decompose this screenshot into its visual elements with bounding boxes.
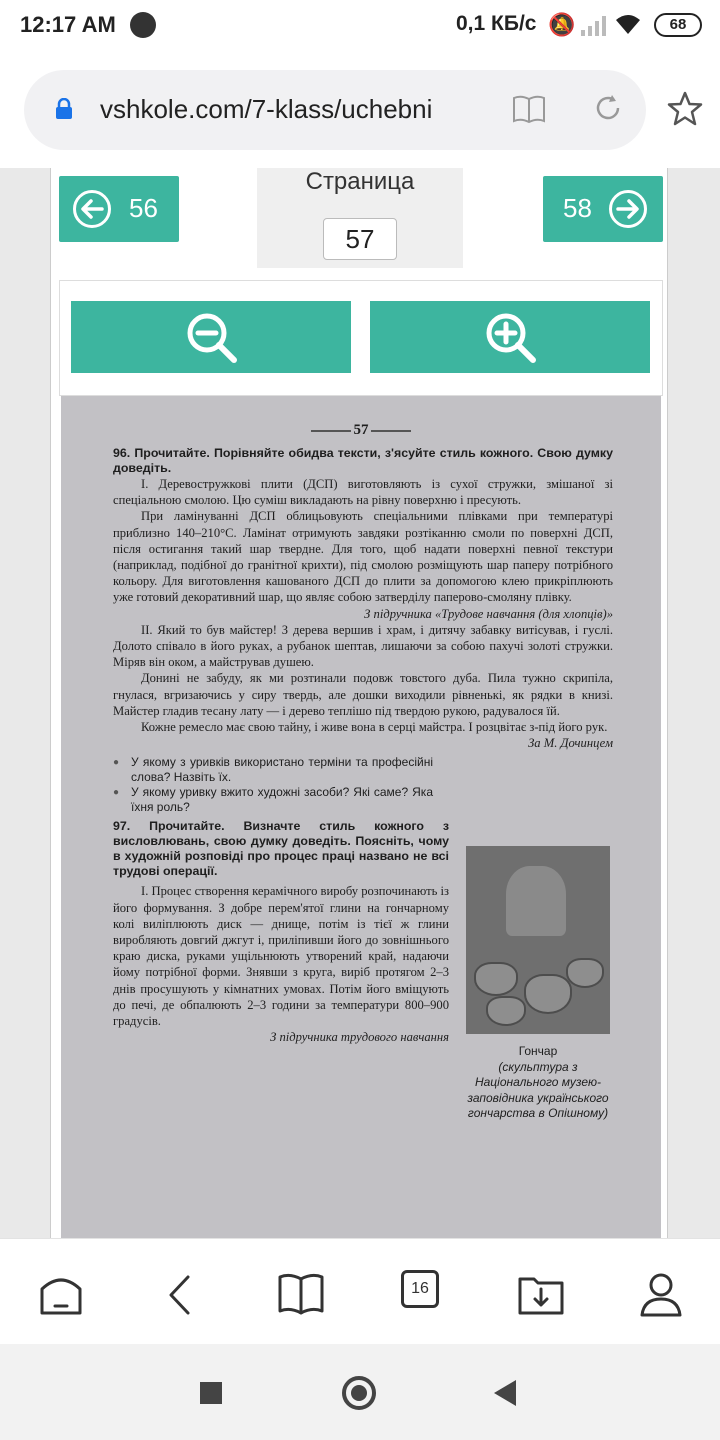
question-item: ● У якому уривку вжито художні засоби? Які саме? Яка їхня роль? — [113, 785, 433, 815]
system-navigation-bar — [0, 1344, 720, 1440]
status-bar — [0, 0, 720, 52]
text2-paragraph: Донині не забуду, як ми розтинали подовж товстого дуба. Пила тужно скрипіла, гнулася, вгризаючись у сиру твердь, але дошки виходили рівненькі, як рядки в книзі. Майстер гладив тесану лату — і дерево теплішо під твердою рукою, радувалося їй. — [113, 671, 613, 718]
lock-icon — [54, 98, 74, 120]
web-content — [0, 168, 720, 1238]
page-container — [50, 168, 668, 1238]
muted-bell-icon: 🔕 — [548, 12, 576, 37]
page-label: Страница — [305, 168, 415, 195]
tab-switcher-button[interactable]: 16 — [401, 1270, 439, 1308]
ornament-right — [371, 430, 411, 432]
text3-source: З підручника трудового навчання — [270, 1030, 449, 1045]
zoom-in-button[interactable] — [370, 301, 650, 373]
text2-paragraph: Кожне ремесло має свою тайну, і живе вона в серці майстра. І розцвітає з-під його рук. — [141, 720, 608, 735]
page-selector — [257, 168, 463, 268]
system-back-icon[interactable] — [494, 1380, 516, 1406]
text1-paragraph: І. Деревостружкові плити (ДСП) виготовляють із сухої стружки, змішаної зі спеціальною смолою. Цю суміш викладають на рівну поверхню і пресують. — [113, 477, 613, 508]
arrow-right-icon — [609, 190, 647, 228]
next-page-number: 58 — [563, 193, 592, 223]
question-item: ● У якому з уривків використано терміни та професійні слова? Назвіть їх. — [113, 755, 433, 785]
address-bar[interactable] — [24, 70, 646, 150]
wifi-icon — [614, 10, 642, 36]
reload-icon[interactable] — [592, 92, 624, 124]
photo-caption — [466, 1044, 610, 1122]
text1-source: З підручника «Трудове навчання (для хлопців)» — [364, 606, 613, 621]
potter-sculpture-photo — [466, 846, 610, 1034]
prev-page-button[interactable] — [59, 176, 179, 242]
next-page-button[interactable] — [543, 176, 663, 242]
scan-page-number: 57 — [353, 422, 369, 438]
recent-apps-icon[interactable] — [200, 1382, 222, 1404]
battery-indicator: 68 — [654, 13, 702, 37]
caption-title: Гончар — [518, 1044, 558, 1058]
do-not-disturb-icon — [130, 12, 156, 38]
textbook-page-scan — [61, 396, 661, 1238]
page-number-input[interactable]: 57 — [323, 218, 397, 260]
browser-toolbar — [0, 1238, 720, 1344]
arrow-left-icon — [73, 190, 111, 228]
home-icon[interactable] — [36, 1269, 86, 1319]
signal-icon — [580, 14, 606, 36]
profile-icon[interactable] — [636, 1269, 686, 1319]
text2-paragraph: ІІ. Який то був майстер! З дерева вершив і храм, і дитячу забавку витісував, і гуслі. Долото співало в його руках, а рубанок шептав, лишаючи за собою пахучі золоті стружки. Міряв він оком, а майстрував душею. — [113, 622, 613, 670]
bookmark-star-icon[interactable] — [666, 90, 704, 128]
back-arrow-icon[interactable] — [156, 1269, 206, 1319]
status-time: 12:17 AM — [20, 12, 116, 37]
system-home-icon[interactable] — [342, 1376, 376, 1410]
task-97-title: 97. Прочитайте. Визначте стиль кожного з висловлювань, свою думку доведіть. Поясніть, чому в художній розповіді про процес праці названо не всі трудові операції. — [113, 819, 449, 879]
prev-page-number: 56 — [129, 193, 158, 223]
browser-header — [0, 52, 720, 168]
text1-paragraph: При ламінуванні ДСП облицьовують спеціальними плівками при температурі приблизно 140–210°С. Ламінат отримують завдяки розтіканню смоли по поверхні ДСП, після остигання такий шар твердне. Для того, щоб надати поверхні певної текстури (наприклад, подібної до гранітної крихти), під смолою розміщують шар паперу потрібного кольору. Для виготовлення кашованого ДСП до плити за допомогою клею прикріплюють уже готовий декоративний шар, що являє собою затверділу паперово-смоляну плівку. — [113, 509, 613, 605]
text2-source: За М. Дочинцем — [528, 736, 613, 751]
network-speed: 0,1 КБ/с — [456, 12, 537, 35]
url-text[interactable]: vshkole.com/7-klass/uchebni — [100, 94, 433, 124]
caption-text: (скульптура з Національного музею-заповідника українського гончарства в Опішному) — [467, 1059, 609, 1120]
zoom-controls — [59, 280, 663, 396]
text3-paragraph: І. Процес створення керамічного виробу розпочинають із його формування. З добре перем'ятої глини на гончарному колі виліплюють диск — днище, потім із тієї ж глини виробляють довгий джгут і, приліпивши його до зовнішнього краю диска, руками ущільнюють утворений край, надаючи йому потрібної форми. Знявши з круга, виріб протягом 2–3 днів просушують у кімнатних умовах. Потім його вміщують до печі, де обпалюють 2–3 години за температури 800–900 градусів. — [113, 884, 449, 1029]
bookmarks-book-icon[interactable] — [276, 1269, 326, 1319]
zoom-in-icon — [484, 311, 538, 365]
downloads-icon[interactable] — [516, 1269, 566, 1319]
reader-mode-icon[interactable] — [512, 94, 546, 124]
task-96-title: 96. Прочитайте. Порівняйте обидва тексти, з'ясуйте стиль кожного. Свою думку доведіть. — [113, 446, 613, 475]
zoom-out-icon — [185, 311, 239, 365]
zoom-out-button[interactable] — [71, 301, 351, 373]
